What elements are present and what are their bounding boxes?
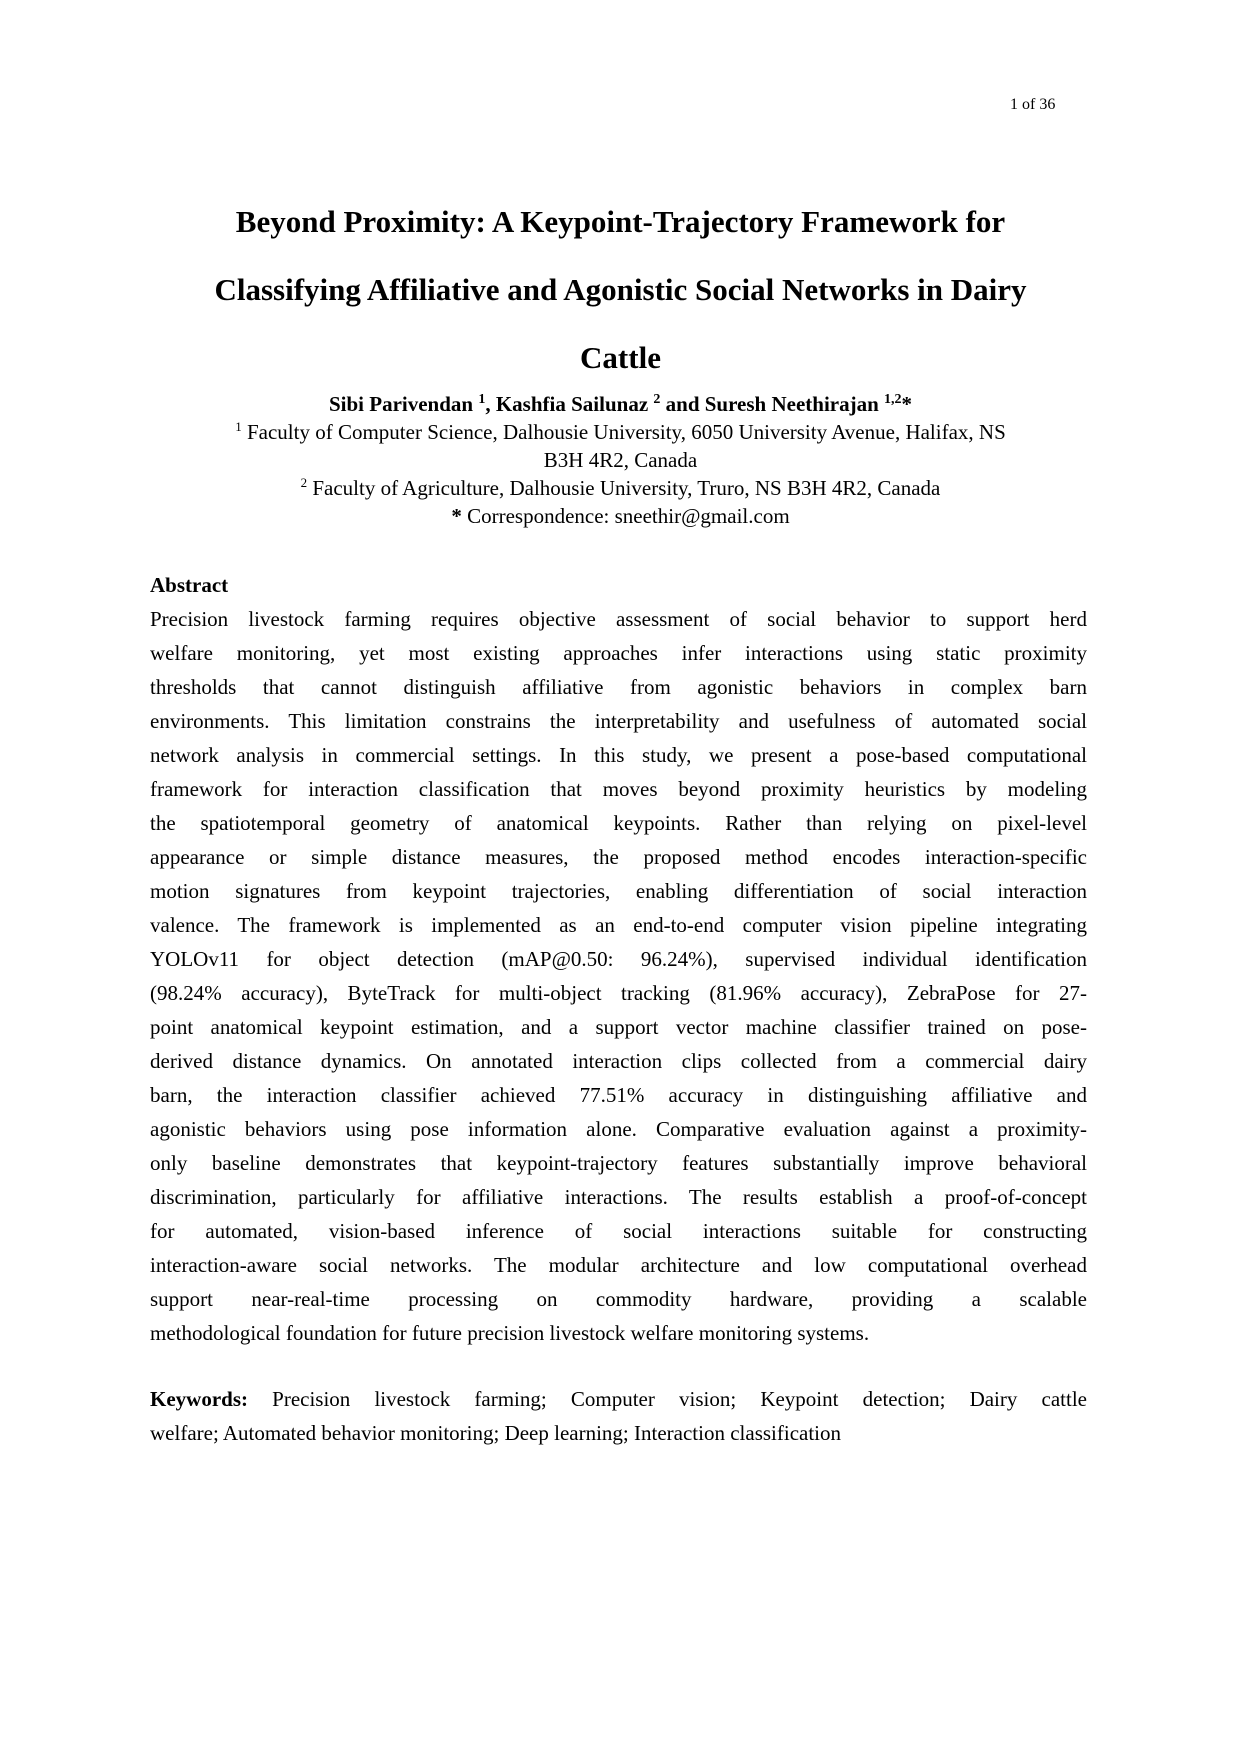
corresponding-marker: * [901, 392, 913, 416]
affiliation-text: Faculty of Agriculture, Dalhousie University, Truro, NS B3H 4R2, Canada [307, 476, 941, 500]
corresponding-marker: * [451, 504, 462, 528]
title-line: Classifying Affiliative and Agonistic Social Networks in Dairy [214, 272, 1027, 307]
abstract-line: derived distance dynamics. On annotated interaction clips collected from a commercial dairy [150, 1049, 1087, 1073]
abstract-line: agonistic behaviors using pose information alone. Comparative evaluation against a proximity- [150, 1117, 1087, 1141]
affiliation-marker: 1,2 [884, 392, 902, 407]
abstract-line: motion signatures from keypoint trajectories, enabling differentiation of social interaction [150, 879, 1087, 903]
keywords-label: Keywords: [150, 1387, 248, 1411]
affiliation-text: Faculty of Computer Science, Dalhousie University, 6050 University Avenue, Halifax, NS [241, 420, 1006, 444]
abstract-line: the spatiotemporal geometry of anatomical keypoints. Rather than relying on pixel-level [150, 811, 1087, 835]
affiliation-marker: 2 [653, 392, 661, 407]
abstract-line: framework for interaction classification that moves beyond proximity heuristics by modeling [150, 777, 1087, 801]
page-number: 1 of 36 [1010, 96, 1056, 113]
affiliation-2 [150, 474, 1091, 502]
abstract-line: valence. The framework is implemented as an end-to-end computer vision pipeline integrating [150, 913, 1087, 937]
abstract-line: YOLOv11 for object detection (mAP@0.50: 96.24%), supervised individual identification [150, 947, 1087, 971]
abstract-line: Precision livestock farming requires objective assessment of social behavior to support herd [150, 607, 1087, 631]
abstract-line: discrimination, particularly for affiliative interactions. The results establish a proof-of-concept [150, 1185, 1087, 1209]
author-name: Sibi Parivendan [328, 392, 479, 416]
affiliation-1 [150, 418, 1091, 446]
keywords-text: Precision livestock farming; Computer vision; Keypoint detection; Dairy cattle [248, 1387, 1087, 1411]
correspondence-text: Correspondence: sneethir@gmail.com [461, 504, 790, 528]
correspondence [150, 502, 1091, 530]
abstract-line: network analysis in commercial settings. In this study, we present a pose-based computational [150, 743, 1087, 767]
abstract-line: only baseline demonstrates that keypoint-trajectory features substantially improve behavioral [150, 1151, 1087, 1175]
abstract-line: interaction-aware social networks. The modular architecture and low computational overhead [150, 1253, 1087, 1277]
author-name: , Kashfia Sailunaz [485, 392, 654, 416]
abstract-line: barn, the interaction classifier achieved 77.51% accuracy in distinguishing affiliative and [150, 1083, 1087, 1107]
keywords [150, 1382, 1087, 1450]
abstract-line: (98.24% accuracy), ByteTrack for multi-object tracking (81.96% accuracy), ZebraPose for 27- [150, 981, 1087, 1005]
abstract-line: welfare monitoring, yet most existing approaches infer interactions using static proximity [150, 641, 1087, 665]
abstract-line: thresholds that cannot distinguish affiliative from agonistic behaviors in complex barn [150, 675, 1087, 699]
abstract-line: for automated, vision-based inference of social interactions suitable for constructing [150, 1219, 1087, 1243]
affiliation-1-cont: B3H 4R2, Canada [543, 448, 698, 472]
title-line: Beyond Proximity: A Keypoint-Trajectory Framework for [235, 204, 1006, 239]
abstract-line: point anatomical keypoint estimation, and a support vector machine classifier trained on pose- [150, 1015, 1087, 1039]
title-line: Cattle [580, 340, 661, 375]
abstract-line: methodological foundation for future precision livestock welfare monitoring systems. [150, 1321, 870, 1345]
keywords-line: welfare; Automated behavior monitoring; Deep learning; Interaction classification [150, 1421, 842, 1445]
keywords-line [150, 1382, 1087, 1416]
affiliations [150, 418, 1091, 530]
abstract-line: environments. This limitation constrains the interpretability and usefulness of automated social [150, 709, 1087, 733]
paper-title [150, 188, 1091, 392]
author-name: and Suresh Neethirajan [660, 392, 885, 416]
affiliation-marker: 1 [235, 419, 242, 434]
abstract-line: support near-real-time processing on commodity hardware, providing a scalable [150, 1287, 1087, 1311]
abstract-line: appearance or simple distance measures, the proposed method encodes interaction-specific [150, 845, 1087, 869]
abstract-heading: Abstract [150, 573, 229, 597]
affiliation-marker: 2 [300, 475, 308, 490]
affiliation-marker: 1 [478, 392, 486, 407]
abstract-body [150, 602, 1087, 1350]
author-list [150, 390, 1091, 418]
